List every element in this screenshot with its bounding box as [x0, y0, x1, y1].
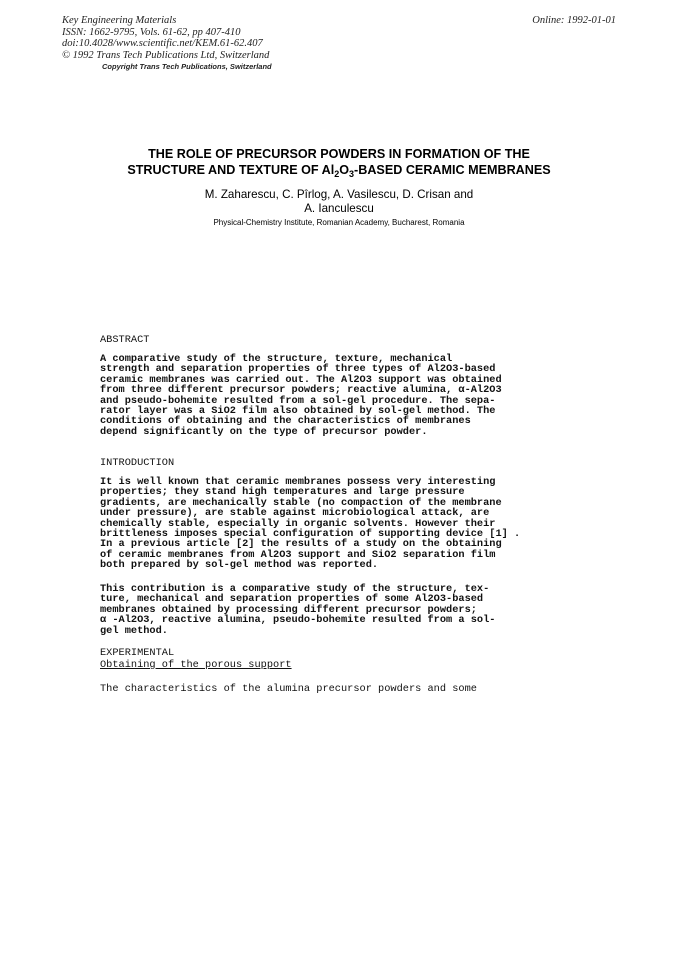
introduction-line: properties; they stand high temperatures and large pressure	[100, 486, 465, 499]
experimental-body	[100, 684, 477, 694]
introduction-line: under pressure), are stable against microbiological attack, are	[100, 507, 490, 520]
introduction-line: gel method.	[100, 624, 168, 637]
journal-header	[62, 15, 272, 73]
introduction-line: It is well known that ceramic membranes possess very interesting	[100, 476, 496, 488]
introduction-line: In a previous article [2] the results of a study on the obtaining	[100, 538, 502, 551]
abstract-heading: ABSTRACT	[100, 334, 150, 346]
issn-line: ISSN: 1662-9795, Vols. 61-62, pp 407-410	[62, 26, 241, 38]
introduction-paragraph-1	[100, 477, 520, 571]
abstract-line: depend significantly on the type of precursor powder.	[100, 425, 428, 438]
introduction-line: This contribution is a comparative study of the structure, tex-	[100, 583, 490, 595]
abstract-body	[100, 354, 502, 437]
author-list	[60, 188, 618, 216]
introduction-line: both prepared by sol-gel method was reported.	[100, 559, 379, 572]
paper-title	[60, 146, 618, 182]
copyright-line: © 1992 Trans Tech Publications Ltd, Switzerland	[62, 49, 270, 61]
abstract-line: A comparative study of the structure, texture, mechanical	[100, 353, 453, 365]
abstract-line: and pseudo-bohemite resulted from a sol-gel procedure. The sepa-	[100, 394, 496, 407]
introduction-line: chemically stable, especially in organic solvents. However their	[100, 517, 496, 530]
abstract-line: from three different precursor powders; reactive alumina, α-Al2O3	[100, 384, 502, 397]
introduction-paragraph-2	[100, 584, 495, 636]
introduction-line: membranes obtained by processing different precursor powders;	[100, 603, 477, 616]
introduction-heading: INTRODUCTION	[100, 457, 175, 469]
title-line-2: STRUCTURE AND TEXTURE OF $Al_2O_3$-BASED CERAMIC MEMBRANES	[127, 163, 551, 179]
introduction-line: brittleness imposes special configuration of supporting device [1] .	[100, 528, 521, 541]
experimental-line: The characteristics of the alumina precursor powders and some	[100, 683, 477, 695]
doi-line: doi:10.4028/www.scientific.net/KEM.61-62.407	[62, 38, 263, 49]
authors-line-2: A. Ianculescu	[304, 202, 374, 215]
introduction-line: α -Al2O3, reactive alumina, pseudo-bohemite resulted from a sol-	[100, 614, 496, 627]
abstract-line: rator layer was a SiO2 film also obtained by sol-gel method. The	[100, 405, 496, 418]
online-date: Online: 1992-01-01	[532, 15, 616, 26]
abstract-line: conditions of obtaining and the characteristics of membranes	[100, 415, 471, 428]
experimental-subheading: Obtaining of the porous support	[100, 659, 292, 671]
abstract-line: ceramic membranes was carried out. The Al2O3 support was obtained	[100, 373, 502, 386]
affiliation: Physical-Chemistry Institute, Romanian Academy, Bucharest, Romania	[213, 218, 465, 227]
journal-name: Key Engineering Materials	[62, 15, 177, 26]
introduction-line: ture, mechanical and separation properties of some Al2O3-based	[100, 593, 484, 606]
experimental-heading: EXPERIMENTAL	[100, 647, 175, 659]
authors-line-1: M. Zaharescu, C. Pîrlog, A. Vasilescu, D. Crisan and	[204, 188, 474, 201]
title-line-1: THE ROLE OF PRECURSOR POWDERS IN FORMATION OF THE	[148, 147, 530, 161]
copyright-publisher-line: Copyright Trans Tech Publications, Switzerland	[102, 62, 272, 71]
abstract-line: strength and separation properties of three types of Al2O3-based	[100, 363, 496, 376]
introduction-line: of ceramic membranes from Al2O3 support and SiO2 separation film	[100, 548, 496, 561]
introduction-line: gradients, are mechanically stable (no compaction of the membrane	[100, 496, 502, 509]
